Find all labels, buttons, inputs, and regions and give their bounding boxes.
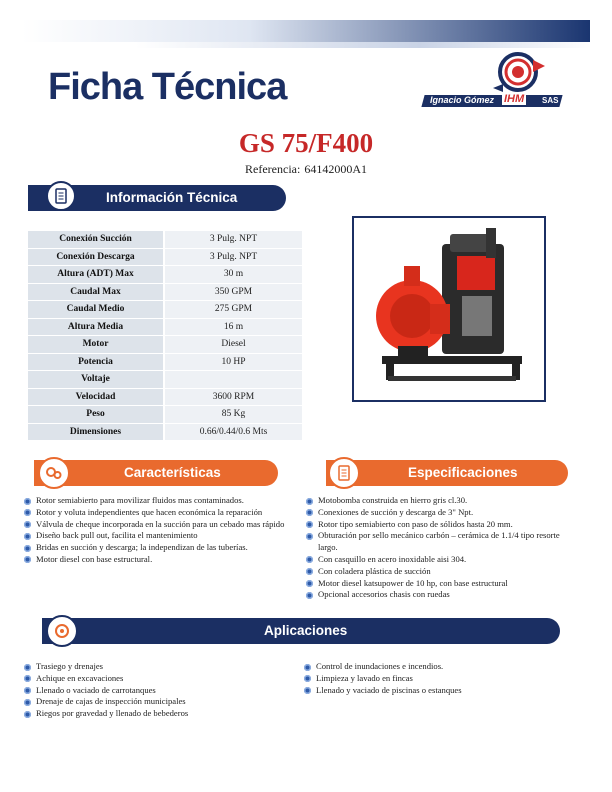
spec-value: 85 Kg: [164, 406, 302, 424]
list-item: Conexiones de succión y descarga de 3" Npt.: [306, 507, 576, 519]
spec-value: 3 Pulg. NPT: [164, 248, 302, 266]
spec-key: Conexión Succión: [28, 231, 164, 248]
spec-value: Diesel: [164, 336, 302, 354]
table-row: [28, 388, 302, 406]
list-item: Válvula de cheque incorporada en la succión para un cebado mas rápido: [24, 519, 304, 531]
spec-value: [164, 371, 302, 389]
spec-value: 30 m: [164, 266, 302, 284]
applications-section-title: Aplicaciones: [264, 623, 348, 638]
product-reference: [0, 162, 612, 177]
table-row: [28, 423, 302, 441]
list-item: Llenado y vaciado de piscinas o estanques: [304, 685, 574, 697]
reference-value: 64142000A1: [304, 162, 367, 176]
spec-key: Caudal Medio: [28, 301, 164, 319]
spec-value: 0.66/0.44/0.6 Mts: [164, 423, 302, 441]
list-item: Rotor tipo semiabierto con paso de sólidos hasta 20 mm.: [306, 519, 576, 531]
spec-value: 3 Pulg. NPT: [164, 231, 302, 248]
page-title: Ficha Técnica: [48, 66, 287, 108]
list-item: Bridas en succión y descarga; la independizan de las tuberías.: [24, 542, 304, 554]
list-item: Riegos por gravedad y llenado de bebederos: [24, 708, 294, 720]
specs-section-header: [326, 460, 568, 486]
list-item: Trasiego y drenajes: [24, 661, 294, 673]
spec-key: Potencia: [28, 353, 164, 371]
spec-value: 16 m: [164, 318, 302, 336]
table-row: [28, 371, 302, 389]
table-row: [28, 266, 302, 284]
features-section-title: Características: [124, 465, 221, 480]
checklist-icon: [328, 457, 360, 489]
applications-list-right: [304, 661, 574, 696]
spec-value: 10 HP: [164, 353, 302, 371]
logo-suffix: SAS: [542, 96, 559, 105]
specs-section-title: Especificaciones: [408, 465, 518, 480]
list-item: Achique en excavaciones: [24, 673, 294, 685]
table-row: [28, 301, 302, 319]
spec-key: Voltaje: [28, 371, 164, 389]
applications-list-left: [24, 661, 294, 720]
top-banner: [22, 20, 590, 44]
list-item: Llenado o vaciado de carrotanques: [24, 685, 294, 697]
gears-icon: [38, 457, 70, 489]
product-photo: [352, 216, 546, 402]
spec-key: Conexión Descarga: [28, 248, 164, 266]
info-section-title: Información Técnica: [106, 190, 238, 205]
list-item: Control de inundaciones e incendios.: [304, 661, 574, 673]
tech-table: [28, 231, 302, 441]
table-row: [28, 283, 302, 301]
spec-value: 3600 RPM: [164, 388, 302, 406]
list-item: Limpieza y lavado en fincas: [304, 673, 574, 685]
logo-company: Ignacio Gómez: [430, 95, 495, 105]
features-section-header: [34, 460, 278, 486]
list-item: Drenaje de cajas de inspección municipales: [24, 696, 294, 708]
spec-key: Altura (ADT) Max: [28, 266, 164, 284]
table-row: [28, 318, 302, 336]
spec-key: Dimensiones: [28, 423, 164, 441]
list-item: Motor diesel con base estructural.: [24, 554, 304, 566]
table-row: [28, 406, 302, 424]
spec-key: Peso: [28, 406, 164, 424]
list-item: Con casquillo en acero inoxidable aisi 304.: [306, 554, 576, 566]
spec-key: Motor: [28, 336, 164, 354]
spec-key: Velocidad: [28, 388, 164, 406]
banner-stripe: [22, 42, 590, 48]
document-icon: [46, 181, 76, 211]
list-item: Rotor semiabierto para movilizar fluidos mas contaminados.: [24, 495, 304, 507]
table-row: [28, 231, 302, 248]
table-row: [28, 353, 302, 371]
list-item: Motobomba construida en hierro gris cl.30.: [306, 495, 576, 507]
list-item: Con coladera plástica de succión: [306, 566, 576, 578]
spec-value: 350 GPM: [164, 283, 302, 301]
specs-list: [306, 495, 576, 601]
table-row: [28, 248, 302, 266]
list-item: Motor diesel katsupower de 10 hp, con base estructural: [306, 578, 576, 590]
logo-brand: IHM: [504, 93, 525, 105]
product-model: GS 75/F400: [238, 128, 374, 158]
spec-key: Caudal Max: [28, 283, 164, 301]
spec-key: Altura Media: [28, 318, 164, 336]
list-item: Rotor y voluta independientes que hacen económica la reparación: [24, 507, 304, 519]
list-item: Obturación por sello mecánico carbón – cerámica de 1.1/4 tipo resorte largo.: [306, 530, 576, 554]
table-row: [28, 336, 302, 354]
spec-value: 275 GPM: [164, 301, 302, 319]
motor-pump-image: [352, 216, 546, 402]
reference-label: Referencia:: [245, 162, 301, 176]
features-list: [24, 495, 304, 566]
list-item: Opcional accesorios chasis con ruedas: [306, 589, 576, 601]
applications-section-header: [42, 618, 560, 644]
list-item: Diseño back pull out, facilita el mantenimiento: [24, 530, 304, 542]
target-icon: [46, 615, 78, 647]
